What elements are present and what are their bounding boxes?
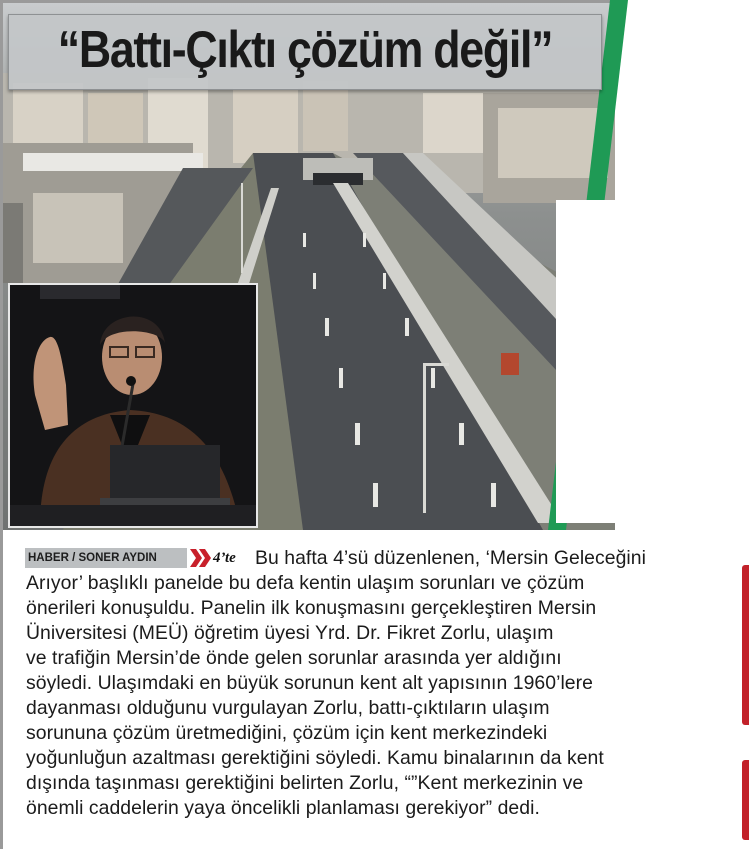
headline-band bbox=[8, 14, 602, 90]
body-line: ve trafiğin Mersin’de önde gelen sorunlar arasında yer aldığını bbox=[26, 647, 562, 669]
body-line: Arıyor’ başlıklı panelde bu defa kentin ulaşım sorunları ve çözüm bbox=[26, 572, 585, 594]
body-line: söyledi. Ulaşımdaki en büyük sorunun kent alt yapısının 1960’lere bbox=[26, 672, 593, 694]
body-line: dayanması olduğunu vurgulayan Zorlu, battı-çıktıların ulaşım bbox=[26, 697, 550, 719]
page-reference: 4’te bbox=[213, 550, 236, 566]
adjacent-column-mark bbox=[742, 565, 749, 725]
adjacent-column-mark bbox=[742, 760, 749, 840]
body-line: dışında taşınması gerektiğini belirten Zorlu, “”Kent merkezinin ve bbox=[26, 772, 584, 794]
body-line: Üniversitesi (MEÜ) öğretim üyesi Yrd. Dr. Fikret Zorlu, ulaşım bbox=[26, 622, 554, 644]
body-line: önerileri konuşuldu. Panelin ilk konuşmasını gerçekleştiren Mersin bbox=[26, 597, 597, 619]
body-line: yoğunluğun azaltması gerektiğini söyledi. Kamu binalarının da kent bbox=[26, 747, 604, 769]
speaker-illustration bbox=[10, 285, 256, 526]
body-line: sorununa çözüm üretmediğini, çözüm için kent merkezindeki bbox=[26, 722, 548, 744]
blank-panel bbox=[556, 200, 749, 523]
headline: “Battı-Çıktı çözüm değil” bbox=[57, 21, 553, 79]
body-line: Bu hafta 4’sü düzenlenen, ‘Mersin Geleceğini bbox=[255, 547, 646, 569]
speaker-portrait bbox=[8, 283, 258, 528]
byline-tag: HABER / SONER AYDIN bbox=[25, 548, 187, 568]
body-line: önemli caddelerin yaya öncelikli planlaması gerekiyor” dedi. bbox=[26, 797, 540, 819]
double-chevron-icon bbox=[190, 549, 212, 567]
